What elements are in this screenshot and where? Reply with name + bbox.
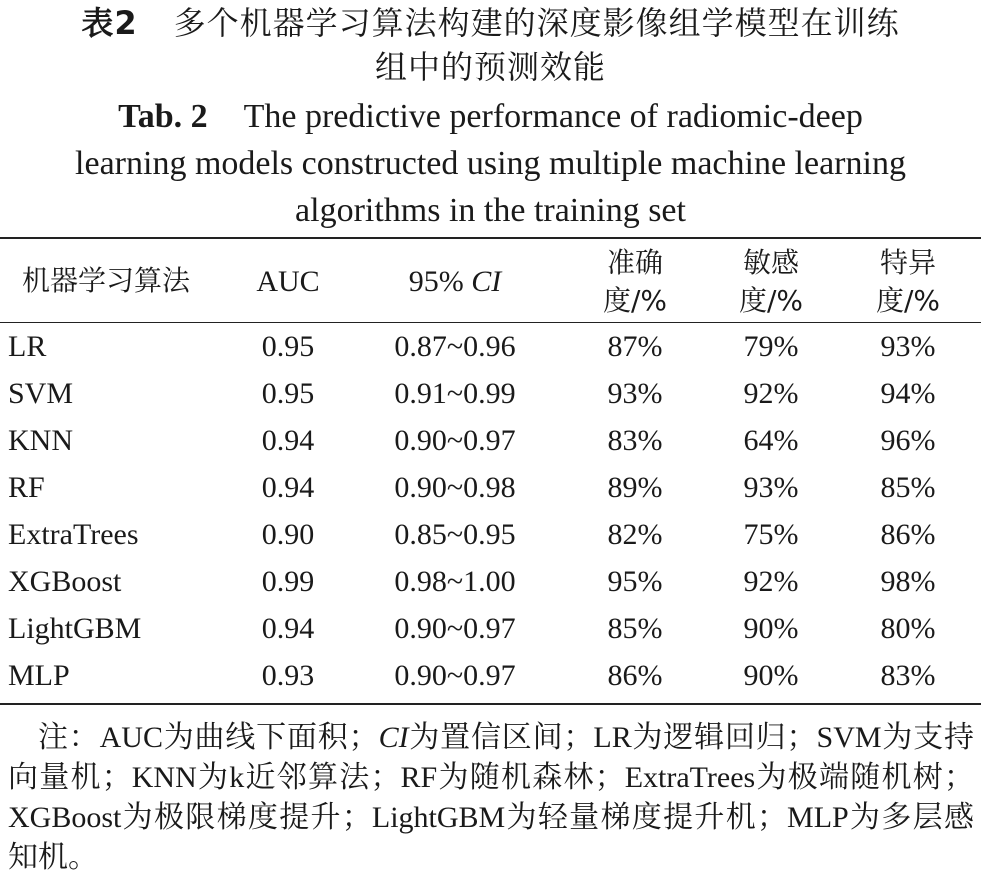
cell-algorithm: RF: [8, 471, 45, 504]
cell-specificity: 86%: [880, 518, 936, 551]
cell-accuracy: 82%: [607, 518, 663, 551]
header-specificity-line1: 特异: [879, 246, 936, 279]
cell-sensitivity: 64%: [743, 424, 799, 457]
cell-auc: 0.94: [261, 424, 315, 457]
cell-ci: 0.87~0.96: [394, 330, 516, 363]
header-auc: AUC: [256, 265, 320, 298]
cell-ci: 0.98~1.00: [394, 565, 516, 598]
cell-sensitivity: 92%: [743, 565, 799, 598]
table-header-rule: [0, 322, 981, 323]
table-number-cn: 表2: [81, 4, 138, 42]
footnote-part2: 为置信区间；LR为逻辑回归；SVM为支持向量机；KNN为k近邻算法；RF为随机森林；ExtraTrees为极端随机树；XGBoost为极限梯度提升；LightGBM为轻量梯度提升机；MLP为多层感知机。: [8, 721, 974, 874]
cell-algorithm: XGBoost: [8, 565, 122, 598]
cell-ci: 0.91~0.99: [394, 377, 516, 410]
table-bottom-rule: [0, 703, 981, 705]
footnote-part1: 注：AUC为曲线下面积；: [38, 721, 379, 754]
cell-specificity: 80%: [880, 612, 936, 645]
table-title-en-line2: learning models constructed using multiple machine learning: [75, 145, 906, 182]
cell-auc: 0.99: [261, 565, 315, 598]
cell-sensitivity: 79%: [743, 330, 799, 363]
cell-ci: 0.90~0.97: [394, 659, 516, 692]
cell-specificity: 94%: [880, 377, 936, 410]
cell-specificity: 96%: [880, 424, 936, 457]
table-number-en: Tab. 2: [118, 98, 208, 135]
cell-accuracy: 89%: [607, 471, 663, 504]
cell-accuracy: 86%: [607, 659, 663, 692]
footnote-ci-italic: CI: [378, 721, 409, 754]
header-sensitivity-line1: 敏感: [742, 246, 799, 279]
cell-accuracy: 83%: [607, 424, 663, 457]
header-accuracy-line2: 度/%: [602, 284, 668, 317]
cell-ci: 0.90~0.97: [394, 612, 516, 645]
cell-specificity: 85%: [880, 471, 936, 504]
cell-ci: 0.90~0.97: [394, 424, 516, 457]
cell-auc: 0.93: [261, 659, 315, 692]
cell-sensitivity: 75%: [743, 518, 799, 551]
table-row: [0, 421, 981, 461]
cell-accuracy: 85%: [607, 612, 663, 645]
table-row: [0, 327, 981, 367]
cell-auc: 0.94: [261, 612, 315, 645]
cell-sensitivity: 90%: [743, 612, 799, 645]
header-algorithm: 机器学习算法: [22, 264, 191, 297]
table-row: [0, 609, 981, 649]
cell-algorithm: MLP: [8, 659, 70, 692]
cell-sensitivity: 92%: [743, 377, 799, 410]
table-row: [0, 374, 981, 414]
header-ci: [370, 263, 540, 301]
table-row: [0, 562, 981, 602]
table-title-cn-line1: [0, 0, 981, 46]
table-row: [0, 656, 981, 696]
header-specificity-line2: 度/%: [875, 284, 941, 317]
cell-auc: 0.95: [261, 330, 315, 363]
cell-ci: 0.90~0.98: [394, 471, 516, 504]
cell-algorithm: SVM: [8, 377, 74, 410]
table-title-en-line3: algorithms in the training set: [295, 192, 686, 229]
cell-sensitivity: 93%: [743, 471, 799, 504]
cell-algorithm: LightGBM: [8, 612, 142, 645]
cell-ci: 0.85~0.95: [394, 518, 516, 551]
title-cn-text-1: 多个机器学习算法构建的深度影像组学模型在训练: [173, 4, 900, 42]
cell-auc: 0.95: [261, 377, 315, 410]
cell-algorithm: ExtraTrees: [8, 518, 139, 551]
cell-algorithm: LR: [8, 330, 47, 363]
table-row: [0, 515, 981, 555]
cell-auc: 0.90: [261, 518, 315, 551]
cell-accuracy: 87%: [607, 330, 663, 363]
cell-accuracy: 95%: [607, 565, 663, 598]
header-specificity: [853, 244, 963, 320]
cell-algorithm: KNN: [8, 424, 73, 457]
cell-specificity: 98%: [880, 565, 936, 598]
table-top-rule: [0, 237, 981, 239]
header-ci-prefix: 95%: [408, 265, 472, 298]
cell-sensitivity: 90%: [743, 659, 799, 692]
table-footnote: [8, 718, 974, 878]
table-title-en-line1: [0, 94, 981, 140]
cell-specificity: 93%: [880, 330, 936, 363]
cell-specificity: 83%: [880, 659, 936, 692]
title-en-text-1: The predictive performance of radiomic-deep: [243, 98, 863, 135]
header-accuracy-line1: 准确: [606, 246, 663, 279]
header-ci-italic: CI: [471, 265, 502, 298]
header-sensitivity: [716, 244, 826, 320]
table-title-cn-line2: 组中的预测效能: [374, 48, 606, 86]
header-accuracy: [580, 244, 690, 320]
cell-accuracy: 93%: [607, 377, 663, 410]
cell-auc: 0.94: [261, 471, 315, 504]
table-row: [0, 468, 981, 508]
header-sensitivity-line2: 度/%: [738, 284, 804, 317]
